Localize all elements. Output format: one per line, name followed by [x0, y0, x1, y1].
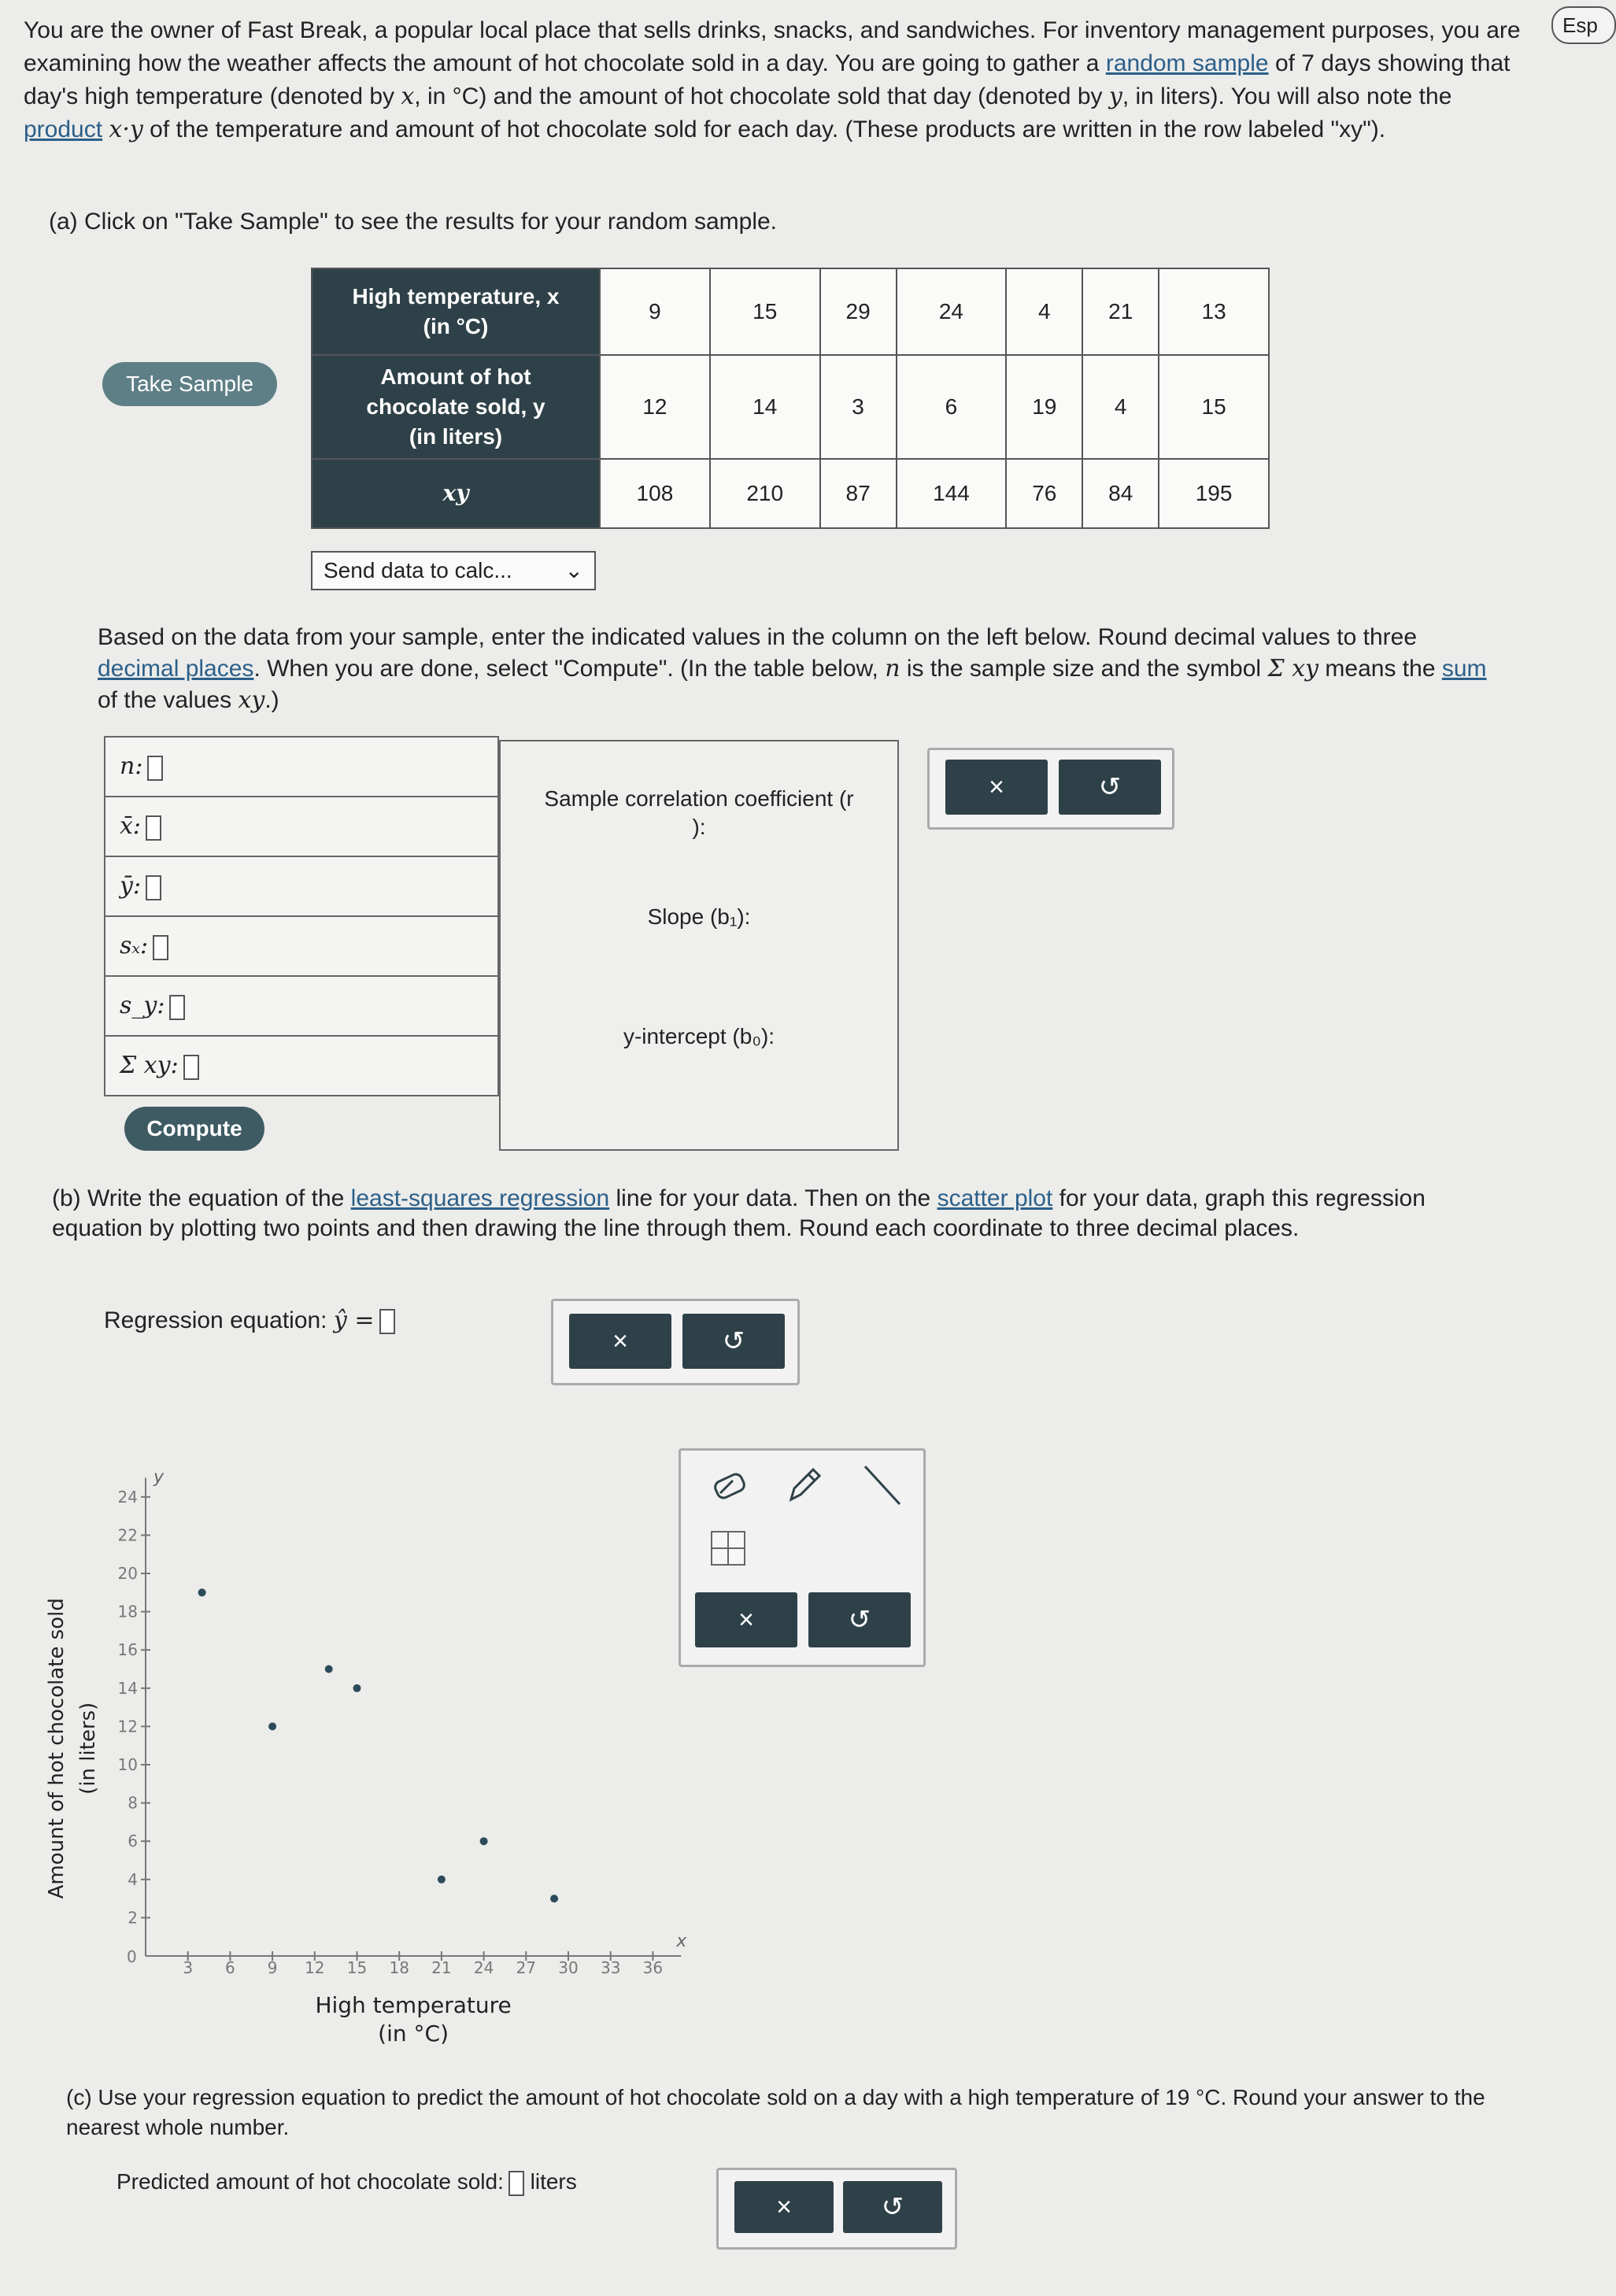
- instructions-text-4: means the: [1325, 656, 1436, 682]
- xbar-entry-label: x̄:: [120, 812, 142, 841]
- intro-text-5: of the temperature and amount of hot chocolate sold for each day. (These products are written in the row labeled "xy").: [150, 116, 1386, 142]
- x-symbol: x: [401, 83, 415, 110]
- x-tick-label: 27: [516, 1958, 537, 1977]
- n-entry-row: [105, 737, 498, 797]
- chevron-down-icon: ⌄: [564, 558, 583, 582]
- undo-button[interactable]: ↺: [843, 2181, 942, 2233]
- x-tick-label: 21: [431, 1958, 452, 1977]
- origin-label: 0: [127, 1947, 137, 1966]
- x-row-header-line1: High temperature, x: [352, 284, 560, 309]
- y-tick-label: 2: [128, 1908, 138, 1928]
- intro-text-4: , in liters). You will also note the: [1122, 83, 1452, 109]
- n-symbol: n: [885, 655, 900, 682]
- sx-entry-label: sₓ:: [120, 932, 149, 960]
- y-tick-label: 8: [128, 1793, 138, 1813]
- xy-value: 108: [600, 459, 710, 528]
- part-b-text-1: (b) Write the equation of the: [52, 1185, 345, 1211]
- y-tick-label: 12: [117, 1717, 138, 1736]
- x-value: 15: [710, 268, 820, 355]
- x-tick-label: 9: [267, 1958, 278, 1977]
- x-tick-label: 30: [558, 1958, 579, 1977]
- y-axis-subtitle: (in liters): [76, 1702, 100, 1795]
- x-axis-letter: x: [676, 1932, 687, 1951]
- y-tick-label: 6: [128, 1832, 138, 1851]
- product-link[interactable]: product: [24, 116, 103, 142]
- part-c-action-panel: [716, 2168, 957, 2250]
- data-point: [480, 1837, 488, 1845]
- sum-xy-symbol: Σ xy: [1267, 655, 1319, 682]
- slope-label: Slope (b₁):: [647, 904, 751, 929]
- xbar-input[interactable]: [146, 815, 161, 841]
- random-sample-link[interactable]: random sample: [1105, 50, 1269, 76]
- problem-intro: [24, 14, 1535, 146]
- eraser-icon[interactable]: [709, 1466, 750, 1507]
- ybar-input[interactable]: [146, 875, 161, 900]
- y-tick-label: 10: [117, 1755, 138, 1774]
- y-tick-label: 16: [117, 1640, 138, 1660]
- prediction-label: Predicted amount of hot chocolate sold:: [116, 2169, 504, 2194]
- instructions-text-5: of the values: [98, 687, 232, 713]
- part-b-instruction: [52, 1184, 1485, 1244]
- y-tick-label: 24: [117, 1487, 138, 1507]
- part-c-instruction: (c) Use your regression equation to predict the amount of hot chocolate sold on a day with a high temperature of 19 °C. Round your answer to the nearest whole number.: [66, 2085, 1485, 2139]
- correlation-label-line1: Sample correlation coefficient (r: [544, 786, 854, 811]
- y-value: 12: [600, 355, 710, 459]
- x-tick-label: 6: [225, 1958, 235, 1977]
- x-value: 24: [897, 268, 1007, 355]
- graph-tool-panel: [679, 1448, 926, 1667]
- data-point: [325, 1666, 333, 1673]
- regression-label: Regression equation:: [104, 1307, 327, 1333]
- sumxy-entry-label: Σ xy:: [120, 1052, 179, 1080]
- compute-row: [105, 1096, 498, 1161]
- xbar-entry-row: [105, 797, 498, 856]
- clear-button[interactable]: ×: [945, 760, 1048, 815]
- x-row-header: [312, 268, 600, 355]
- x-value: 21: [1082, 268, 1159, 355]
- send-data-label: Send data to calc...: [324, 558, 512, 582]
- scatter-plot[interactable]: [31, 1433, 687, 2046]
- y-tick-label: 18: [117, 1602, 138, 1621]
- intercept-label: y-intercept (b₀):: [623, 1024, 775, 1048]
- clear-button[interactable]: ×: [569, 1314, 671, 1369]
- send-data-dropdown[interactable]: [311, 551, 596, 590]
- intro-text-3: , in °C) and the amount of hot chocolate sold that day (denoted by: [414, 83, 1103, 109]
- undo-graph-button[interactable]: ↺: [808, 1592, 911, 1647]
- take-sample-button[interactable]: Take Sample: [102, 362, 277, 406]
- x-tick-label: 36: [642, 1958, 664, 1977]
- x-value: 13: [1159, 268, 1269, 355]
- xy-symbol: xy: [238, 686, 265, 714]
- prediction-input[interactable]: [508, 2171, 524, 2196]
- line-tool-icon[interactable]: [860, 1462, 904, 1509]
- clear-graph-button[interactable]: ×: [695, 1592, 797, 1647]
- data-point: [268, 1722, 276, 1730]
- x-tick-label: 24: [473, 1958, 494, 1977]
- x-tick-label: 18: [389, 1958, 409, 1977]
- x-tick-label: 3: [183, 1958, 194, 1977]
- part-b-action-panel: [551, 1299, 800, 1385]
- n-entry-label: n:: [120, 752, 143, 781]
- x-tick-label: 15: [346, 1958, 368, 1977]
- pencil-icon[interactable]: [783, 1463, 824, 1507]
- x-tick-label: 12: [305, 1958, 325, 1977]
- y-row-header: [312, 355, 600, 459]
- xy-row-header: xy: [312, 459, 600, 528]
- x-tick-label: 33: [600, 1958, 621, 1977]
- y-row-header-line2: chocolate sold, y: [366, 394, 545, 419]
- scatter-plot-link[interactable]: scatter plot: [937, 1185, 1053, 1211]
- sx-input[interactable]: [153, 935, 168, 960]
- data-point: [198, 1588, 206, 1596]
- correlation-label: [501, 785, 897, 841]
- correlation-label-line2: ):: [692, 815, 706, 839]
- y-row-header-line3: (in liters): [409, 424, 503, 449]
- part-b-text-3: for your data, graph this regression equation by plotting two points and then drawing the line through them. Round each coordinate to three decimal places.: [52, 1185, 1426, 1241]
- prediction-unit: liters: [530, 2169, 577, 2194]
- xy-value: 84: [1082, 459, 1159, 528]
- part-a-instruction: (a) Click on "Take Sample" to see the results for your random sample.: [49, 209, 778, 235]
- sy-entry-row: [105, 976, 498, 1036]
- x-value: 9: [600, 268, 710, 355]
- y-value: 4: [1082, 355, 1159, 459]
- language-toggle[interactable]: Esp: [1551, 6, 1616, 44]
- xy-value: 144: [897, 459, 1007, 528]
- instructions-text-3: is the sample size and the symbol: [906, 656, 1262, 682]
- y-tick-label: 22: [117, 1525, 138, 1545]
- grid-icon[interactable]: [709, 1529, 749, 1569]
- data-point: [353, 1684, 361, 1692]
- y-symbol: y: [1108, 83, 1122, 110]
- n-input[interactable]: [147, 756, 163, 781]
- sample-data-table: [311, 268, 1270, 529]
- ybar-entry-label: ȳ:: [120, 872, 142, 900]
- regression-equation-row: [104, 1307, 395, 1334]
- xy-value: 76: [1006, 459, 1082, 528]
- y-value: 3: [820, 355, 897, 459]
- sx-entry-row: [105, 916, 498, 976]
- intro-text-2: of 7 days showing that day's high temperature (denoted by: [24, 50, 1511, 109]
- lsrl-link[interactable]: least-squares regression: [350, 1185, 610, 1211]
- y-axis-letter: y: [153, 1467, 165, 1488]
- x-value: 4: [1006, 268, 1082, 355]
- instructions-text-2: . When you are done, select "Compute". (In the table below,: [253, 656, 878, 682]
- x-axis-title: High temperature: [315, 1992, 512, 2018]
- data-point: [550, 1895, 558, 1902]
- sy-entry-label: s_y:: [120, 992, 165, 1020]
- based-on-instructions: [98, 622, 1499, 716]
- xy-value: 87: [820, 459, 897, 528]
- y-row-header-line1: Amount of hot: [380, 364, 531, 389]
- y-tick-label: 20: [117, 1564, 138, 1583]
- y-value: 14: [710, 355, 820, 459]
- clear-button[interactable]: ×: [734, 2181, 834, 2233]
- y-value: 19: [1006, 355, 1082, 459]
- prediction-row: [116, 2169, 577, 2196]
- intro-text-1: You are the owner of Fast Break, a popular local place that sells drinks, snacks, and sandwiches. For inventory management purposes, you are examining how the weather affects the amount of hot chocolate sold in a day. You are going to gather a: [24, 17, 1521, 76]
- xy-value: 195: [1159, 459, 1269, 528]
- instructions-text-6: .): [264, 687, 279, 713]
- y-tick-label: 4: [128, 1869, 138, 1889]
- xy-value: 210: [710, 459, 820, 528]
- ybar-entry-row: [105, 856, 498, 916]
- x-value: 29: [820, 268, 897, 355]
- results-panel: [499, 740, 899, 1151]
- sum-link[interactable]: sum: [1441, 656, 1487, 682]
- yhat-symbol: ŷ =: [333, 1307, 375, 1334]
- regression-input[interactable]: [379, 1309, 395, 1334]
- compute-button[interactable]: Compute: [124, 1107, 264, 1151]
- y-value: 15: [1159, 355, 1269, 459]
- y-tick-label: 14: [117, 1678, 138, 1698]
- summary-stats-entry-table: [104, 736, 499, 1161]
- y-axis-title: Amount of hot chocolate sold: [45, 1598, 68, 1899]
- instructions-text-1: Based on the data from your sample, enter the indicated values in the column on the left below. Round decimal values to three: [98, 624, 1418, 650]
- undo-button[interactable]: ↺: [682, 1314, 785, 1369]
- x-row-header-line2: (in °C): [423, 314, 489, 338]
- x-axis-subtitle: (in °C): [378, 2021, 449, 2046]
- sumxy-input[interactable]: [183, 1055, 199, 1080]
- decimal-places-link[interactable]: decimal places: [98, 656, 254, 682]
- part-b-text-2: line for your data. Then on the: [616, 1185, 931, 1211]
- undo-button[interactable]: ↺: [1059, 760, 1161, 815]
- part-a-action-panel: [927, 748, 1174, 830]
- sy-input[interactable]: [169, 995, 185, 1020]
- sumxy-entry-row: [105, 1036, 498, 1096]
- xy-product-symbol: x·y: [109, 116, 143, 143]
- data-point: [438, 1876, 446, 1884]
- y-value: 6: [897, 355, 1007, 459]
